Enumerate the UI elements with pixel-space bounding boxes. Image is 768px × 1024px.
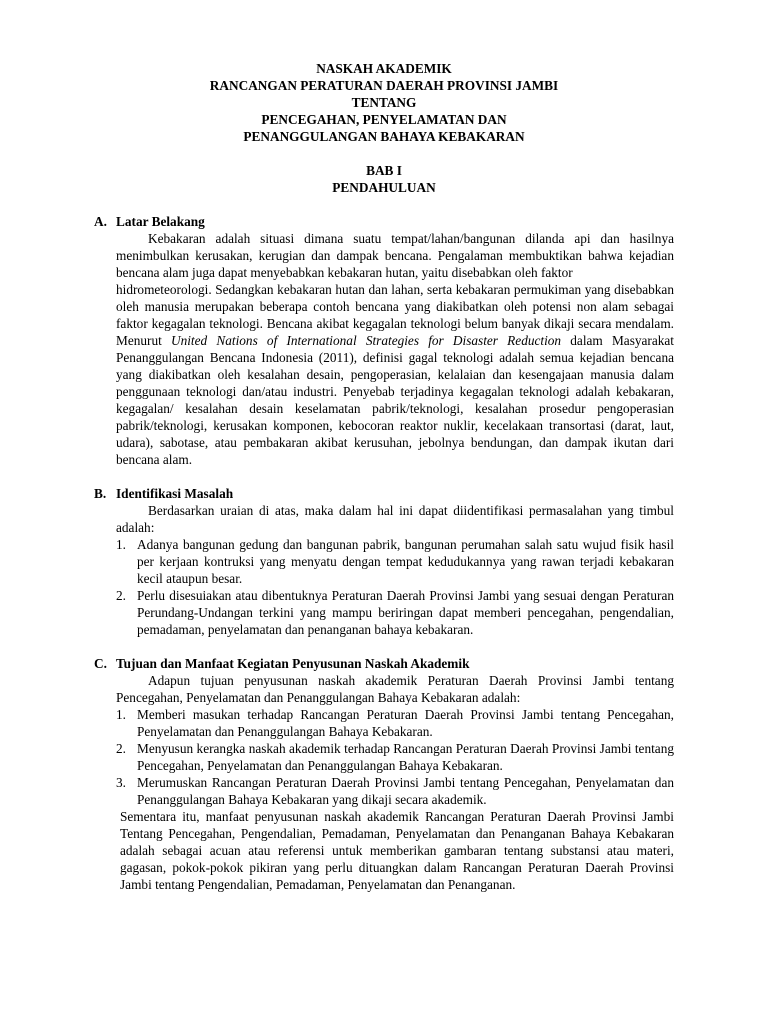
list-item-text: Memberi masukan terhadap Rancangan Peraturan Daerah Provinsi Jambi tentang Pencegahan, Penyelamatan dan Penanggulangan Bahaya Kebakaran. — [137, 707, 674, 739]
section-c — [94, 655, 674, 893]
list-item-number: 2. — [116, 741, 126, 756]
list-item-text: Menyusun kerangka naskah akademik terhadap Rancangan Peraturan Daerah Provinsi Jambi tentang Pencegahan, Penyelamatan dan Penanggulangan Bahaya Kebakaran. — [137, 741, 674, 773]
list-item-number: 1. — [116, 707, 126, 722]
section-a — [94, 213, 674, 468]
list-item — [116, 536, 674, 587]
section-label: C. — [94, 656, 107, 671]
document-title — [94, 60, 674, 145]
paragraph: Sementara itu, manfaat penyusunan naskah akademik Rancangan Peraturan Daerah Provinsi Jambi Tentang Pencegahan, Pengendalian, Pemadaman, Penyelamatan dan Penanganan Bahaya Kebakaran adalah sebagai acuan atau referensi untuk memberikan gambaran tentang substansi atau materi, gagasan, pokok-pokok pikiran yang perlu dituangkan dalam Rancangan Peraturan Daerah Provinsi Jambi tentang Pengendalian, Pemadaman, Penyelamatan dan Penanganan. — [120, 809, 674, 892]
list-item — [116, 740, 674, 774]
paragraph-text: hidrometeorologi. Sedangkan kebakaran hutan dan lahan, serta kebakaran permukiman yang disebabkan oleh manusia merupakan beberapa contoh bencana yang diakibatkan oleh potensi non alam sebagai faktor kegagalan teknologi. Bencana akibat kegagalan teknologi belum banyak dikaji secara mendalam. Menurut — [116, 282, 674, 348]
section-heading-text: Tujuan dan Manfaat Kegiatan Penyusunan Naskah Akademik — [116, 656, 470, 671]
paragraph: Kebakaran adalah situasi dimana suatu tempat/lahan/bangunan dilanda api dan hasilnya menimbulkan kerusakan, kerugian dan dampak bencana. Pengalaman membuktikan bahwa kejadian bencana alam juga dapat menyebabkan kebakaran hutan, yaitu disebabkan oleh faktor — [116, 231, 674, 280]
section-label: A. — [94, 214, 107, 229]
paragraph-emphasis: United Nations of International Strategies for Disaster Reduction — [170, 333, 562, 348]
chapter-number: BAB I — [366, 163, 402, 178]
numbered-list — [116, 536, 674, 638]
title-line: NASKAH AKADEMIK — [316, 61, 452, 76]
list-item-number: 3. — [116, 775, 126, 790]
title-line: RANCANGAN PERATURAN DAERAH PROVINSI JAMBI — [209, 78, 559, 93]
section-heading — [94, 213, 674, 230]
title-line: PENCEGAHAN, PENYELAMATAN DAN — [261, 112, 507, 127]
title-line: PENANGGULANGAN BAHAYA KEBAKARAN — [243, 129, 525, 144]
paragraph: Adapun tujuan penyusunan naskah akademik Peraturan Daerah Provinsi Jambi tentang Pencegahan, Penyelamatan dan Penanggulangan Bahaya Kebakaran adalah: — [116, 673, 674, 705]
chapter-heading — [94, 162, 674, 196]
chapter-title: PENDAHULUAN — [332, 180, 436, 195]
paragraph — [116, 281, 674, 468]
section-heading — [94, 485, 674, 502]
section-b — [94, 485, 674, 638]
list-item-number: 2. — [116, 588, 126, 603]
section-heading-text: Latar Belakang — [116, 214, 205, 229]
list-item-number: 1. — [116, 537, 126, 552]
list-item — [116, 587, 674, 638]
section-heading — [94, 655, 674, 672]
paragraph: Berdasarkan uraian di atas, maka dalam hal ini dapat diidentifikasi permasalahan yang timbul adalah: — [116, 503, 674, 535]
list-item — [116, 774, 674, 808]
list-item — [116, 706, 674, 740]
title-line: TENTANG — [351, 95, 417, 110]
numbered-list — [116, 706, 674, 808]
list-item-text: Merumuskan Rancangan Peraturan Daerah Provinsi Jambi tentang Pencegahan, Penyelamatan dan Penanggulangan Bahaya Kebakaran yang dikaji secara akademik. — [137, 775, 674, 807]
section-heading-text: Identifikasi Masalah — [116, 486, 234, 501]
section-label: B. — [94, 486, 107, 501]
list-item-text: Perlu disesuiakan atau dibentuknya Peraturan Daerah Provinsi Jambi yang sesuai dengan Peraturan Perundang-Undangan terkini yang mampu beriringan dapat memberi pencegahan, pengendalian, pemadaman, penyelamatan dan penanganan bahaya kebakaran. — [137, 588, 674, 637]
paragraph-text: dalam Masyarakat Penanggulangan Bencana Indonesia (2011), definisi gagal teknologi adalah semua kejadian bencana yang diakibatkan oleh kesalahan desain, pengoperasian, kelalaian dan kesengajaan manusia dalam penggunaan teknologi dan/atau industri. Penyebab terjadinya kegagalan teknologi adalah kebakaran, kegagalan/ kesalahan desain keselamatan pabrik/teknologi, kesalahan prosedur pengoperasian pabrik/teknologi, kerusakan komponen, kebocoran reaktor nuklir, kecelakaan transortasi (darat, laut, udara), sabotase, atau pembakaran akibat kerusuhan, jebolnya bendungan, dan dampak ikutan dari bencana alam. — [116, 333, 674, 467]
list-item-text: Adanya bangunan gedung dan bangunan pabrik, bangunan perumahan salah satu wujud fisik hasil per kerjaan kontruksi yang menyatu dengan tempat kedudukannya yang rawan terjadi kebakaran kecil ataupun besar. — [137, 537, 674, 586]
